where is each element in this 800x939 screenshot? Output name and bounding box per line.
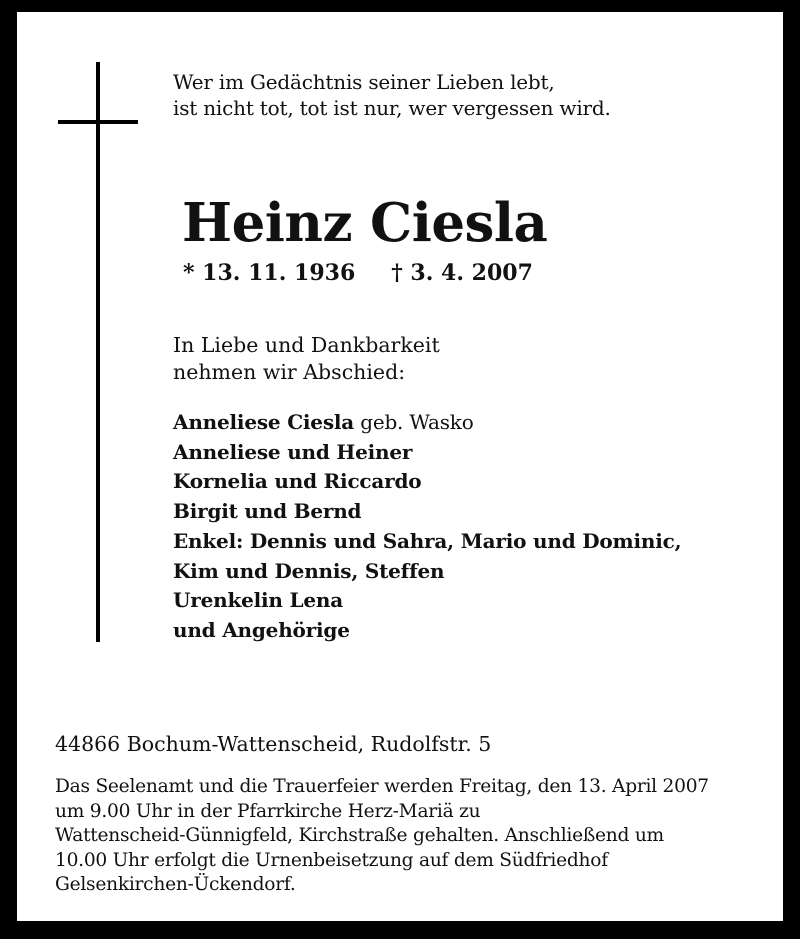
mourner-line: Kornelia und Riccardo xyxy=(173,469,422,494)
cross-icon xyxy=(96,62,100,642)
spouse-name: Anneliese Ciesla xyxy=(173,410,355,434)
birth-date: * 13. 11. 1936 xyxy=(183,260,356,286)
mourner-line: und Angehörige xyxy=(173,617,350,642)
death-date: † 3. 4. 2007 xyxy=(391,260,533,286)
mourner-line: Birgit und Bernd xyxy=(173,499,362,524)
mourner-line: Urenkelin Lena xyxy=(173,588,344,613)
notice-line: Gelsenkirchen-Ückendorf. xyxy=(55,874,296,895)
intro-line: In Liebe und Dankbarkeit xyxy=(173,333,440,357)
notice-line: 10.00 Uhr erfolgt die Urnenbeisetzung auf dem Südfriedhof xyxy=(55,849,608,871)
farewell-intro xyxy=(173,332,440,386)
family-address: 44866 Bochum-Wattenscheid, Rudolfstr. 5 xyxy=(55,732,492,756)
notice-line: um 9.00 Uhr in der Pfarrkirche Herz-Mariä zu xyxy=(55,800,481,822)
spouse-maiden-name: geb. Wasko xyxy=(354,410,474,434)
mourner-line: Enkel: Dennis und Sahra, Mario und Dominic, xyxy=(173,528,682,553)
mourner-line xyxy=(173,408,681,438)
mourners-list xyxy=(173,408,681,646)
cross-icon-bar xyxy=(58,120,138,124)
motto-line: ist nicht tot, tot ist nur, wer vergessen wird. xyxy=(173,96,611,120)
life-dates xyxy=(183,259,533,287)
notice-line: Das Seelenamt und die Trauerfeier werden Freitag, den 13. April 2007 xyxy=(55,776,709,797)
notice-line: Wattenscheid-Günnigfeld, Kirchstraße gehalten. Anschließend um xyxy=(55,825,664,846)
funeral-notice xyxy=(55,775,709,898)
deceased-name: Heinz Ciesla xyxy=(182,192,548,254)
motto-quote xyxy=(173,69,611,121)
intro-line: nehmen wir Abschied: xyxy=(173,360,406,384)
motto-line: Wer im Gedächtnis seiner Lieben lebt, xyxy=(173,70,555,94)
mourner-line: Kim und Dennis, Steffen xyxy=(173,558,445,583)
mourner-line: Anneliese und Heiner xyxy=(173,439,413,464)
